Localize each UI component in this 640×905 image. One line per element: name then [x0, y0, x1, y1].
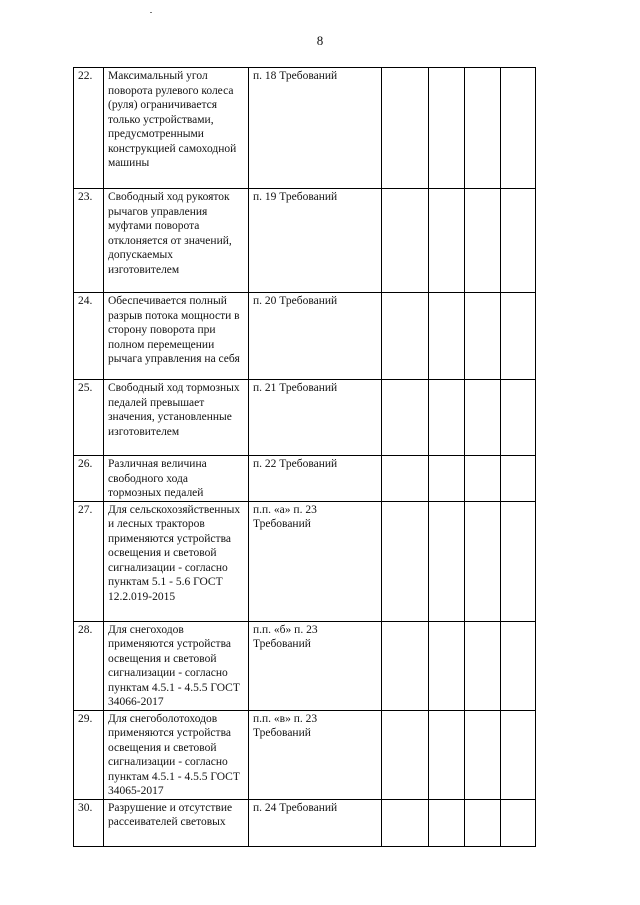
empty-cell: [429, 621, 465, 710]
row-number: 28.: [74, 621, 104, 710]
reference-text: п.п. «а» п. 23 Требований: [249, 501, 382, 621]
empty-cell: [501, 710, 536, 799]
empty-cell: [382, 380, 429, 456]
empty-cell: [465, 501, 501, 621]
requirement-text: Для снегоходов применяются устройства освещения и световой сигнализации - согласно пунктам 4.5.1 - 4.5.5 ГОСТ 34066-2017: [104, 621, 249, 710]
empty-cell: [501, 456, 536, 502]
empty-cell: [429, 189, 465, 293]
empty-cell: [429, 293, 465, 380]
empty-cell: [382, 189, 429, 293]
empty-cell: [382, 456, 429, 502]
empty-cell: [501, 501, 536, 621]
empty-cell: [501, 189, 536, 293]
scan-speck: [150, 12, 152, 13]
empty-cell: [429, 380, 465, 456]
requirement-text: Различная величина свободного хода тормозных педалей: [104, 456, 249, 502]
empty-cell: [465, 68, 501, 189]
requirements-table: [73, 67, 536, 847]
empty-cell: [465, 293, 501, 380]
empty-cell: [382, 799, 429, 846]
empty-cell: [501, 293, 536, 380]
requirement-text: Для снегоболотоходов применяются устройства освещения и световой сигнализации - согласно пунктам 4.5.1 - 4.5.5 ГОСТ 34065-2017: [104, 710, 249, 799]
empty-cell: [465, 710, 501, 799]
reference-text: п. 18 Требований: [249, 68, 382, 189]
empty-cell: [382, 621, 429, 710]
empty-cell: [501, 380, 536, 456]
row-number: 26.: [74, 456, 104, 502]
empty-cell: [382, 710, 429, 799]
table-row: [74, 68, 536, 189]
table-row: [74, 501, 536, 621]
reference-text: п. 24 Требований: [249, 799, 382, 846]
reference-text: п.п. «б» п. 23 Требований: [249, 621, 382, 710]
requirement-text: Максимальный угол поворота рулевого колеса (руля) ограничивается только устройствами, предусмотренными конструкцией самоходной машины: [104, 68, 249, 189]
row-number: 25.: [74, 380, 104, 456]
table-row: [74, 799, 536, 846]
requirement-text: Свободный ход рукояток рычагов управления муфтами поворота отклоняется от значений, допускаемых изготовителем: [104, 189, 249, 293]
empty-cell: [382, 501, 429, 621]
table-row: [74, 456, 536, 502]
empty-cell: [382, 293, 429, 380]
empty-cell: [501, 799, 536, 846]
table-row: [74, 710, 536, 799]
requirement-text: Для сельскохозяйственных и лесных тракторов применяются устройства освещения и световой сигнализации - согласно пунктам 5.1 - 5.6 ГОСТ 12.2.019-2015: [104, 501, 249, 621]
empty-cell: [465, 799, 501, 846]
page-number: 8: [316, 33, 324, 48]
reference-text: п. 22 Требований: [249, 456, 382, 502]
empty-cell: [429, 501, 465, 621]
row-number: 24.: [74, 293, 104, 380]
empty-cell: [429, 456, 465, 502]
table-row: [74, 380, 536, 456]
row-number: 30.: [74, 799, 104, 846]
reference-text: п. 21 Требований: [249, 380, 382, 456]
empty-cell: [465, 621, 501, 710]
row-number: 23.: [74, 189, 104, 293]
empty-cell: [501, 621, 536, 710]
row-number: 29.: [74, 710, 104, 799]
empty-cell: [429, 68, 465, 189]
row-number: 22.: [74, 68, 104, 189]
table-row: [74, 621, 536, 710]
empty-cell: [382, 68, 429, 189]
empty-cell: [501, 68, 536, 189]
table-row: [74, 189, 536, 293]
reference-text: п.п. «в» п. 23 Требований: [249, 710, 382, 799]
empty-cell: [465, 189, 501, 293]
empty-cell: [465, 456, 501, 502]
table-row: [74, 293, 536, 380]
empty-cell: [429, 710, 465, 799]
reference-text: п. 20 Требований: [249, 293, 382, 380]
empty-cell: [465, 380, 501, 456]
requirement-text: Свободный ход тормозных педалей превышает значения, установленные изготовителем: [104, 380, 249, 456]
reference-text: п. 19 Требований: [249, 189, 382, 293]
empty-cell: [429, 799, 465, 846]
requirement-text: Обеспечивается полный разрыв потока мощности в сторону поворота при полном перемещении рычага управления на себя: [104, 293, 249, 380]
row-number: 27.: [74, 501, 104, 621]
requirement-text: Разрушение и отсутствие рассеивателей световых: [104, 799, 249, 846]
